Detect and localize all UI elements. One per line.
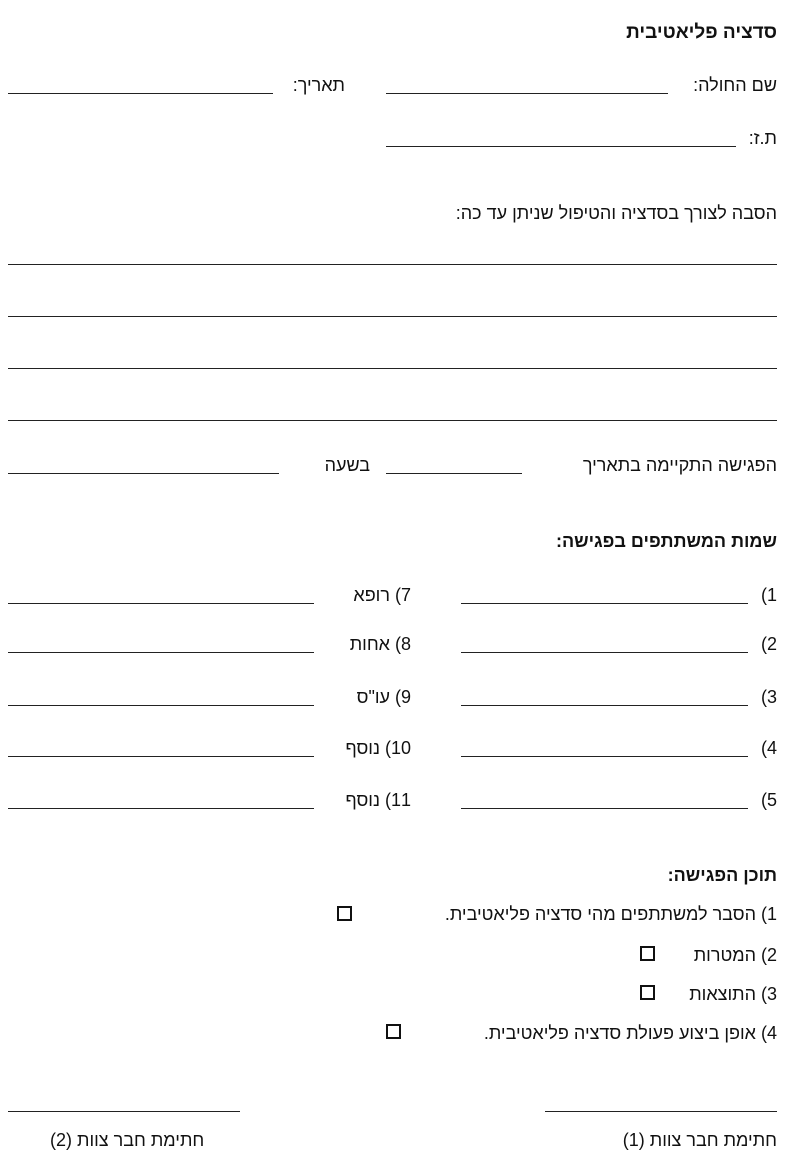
- participant-role: 8) אחות: [349, 634, 411, 654]
- participant-field[interactable]: [8, 705, 314, 706]
- id-field[interactable]: [386, 146, 736, 147]
- content-item: 1) הסבר למשתתפים מהי סדציה פליאטיבית.: [444, 904, 777, 924]
- meeting-time-label: בשעה: [324, 455, 370, 475]
- participant-number: 5): [760, 790, 777, 810]
- participant-number: 4): [760, 738, 777, 758]
- participant-field[interactable]: [461, 756, 748, 757]
- content-title: תוכן הפגישה:: [667, 865, 777, 885]
- participants-title: שמות המשתתפים בפגישה:: [555, 531, 777, 551]
- participant-role: 10) נוסף: [345, 738, 411, 758]
- participant-field[interactable]: [461, 705, 748, 706]
- signature-2-label: חתימת חבר צוות (2): [50, 1130, 205, 1150]
- signature-1-label: חתימת חבר צוות (1): [622, 1130, 777, 1150]
- reason-line-3[interactable]: [8, 368, 777, 369]
- content-item-checkbox[interactable]: [337, 906, 352, 921]
- content-item-checkbox[interactable]: [640, 985, 655, 1000]
- date-field[interactable]: [8, 93, 273, 94]
- content-item-checkbox[interactable]: [640, 946, 655, 961]
- reason-line-2[interactable]: [8, 316, 777, 317]
- meeting-date-label: הפגישה התקיימה בתאריך: [582, 455, 777, 475]
- participant-role: 9) עו"ס: [356, 687, 411, 707]
- content-item: 2) המטרות: [693, 945, 777, 965]
- participant-field[interactable]: [8, 808, 314, 809]
- participant-role: 11) נוסף: [345, 790, 411, 810]
- participant-field[interactable]: [461, 603, 748, 604]
- participant-field[interactable]: [8, 603, 314, 604]
- id-label: ת.ז:: [748, 128, 777, 148]
- patient-name-field[interactable]: [386, 93, 668, 94]
- signature-1-line[interactable]: [545, 1111, 777, 1112]
- content-item: 3) התוצאות: [689, 984, 777, 1004]
- reason-line-4[interactable]: [8, 420, 777, 421]
- participant-number: 1): [760, 585, 777, 605]
- date-label: תאריך:: [292, 75, 345, 95]
- signature-2-line[interactable]: [8, 1111, 240, 1112]
- participant-number: 2): [760, 634, 777, 654]
- participant-role: 7) רופא: [353, 585, 411, 605]
- participant-field[interactable]: [8, 652, 314, 653]
- meeting-date-field[interactable]: [386, 473, 522, 474]
- patient-name-label: שם החולה:: [693, 75, 777, 95]
- participant-field[interactable]: [461, 652, 748, 653]
- content-item-checkbox[interactable]: [386, 1024, 401, 1039]
- participant-field[interactable]: [8, 756, 314, 757]
- content-item: 4) אופן ביצוע פעולת סדציה פליאטיבית.: [483, 1023, 777, 1043]
- page-title: סדציה פליאטיבית: [626, 22, 777, 43]
- reason-label: הסבה לצורך בסדציה והטיפול שניתן עד כה:: [455, 203, 777, 223]
- participant-number: 3): [760, 687, 777, 707]
- reason-line-1[interactable]: [8, 264, 777, 265]
- participant-field[interactable]: [461, 808, 748, 809]
- meeting-time-field[interactable]: [8, 473, 279, 474]
